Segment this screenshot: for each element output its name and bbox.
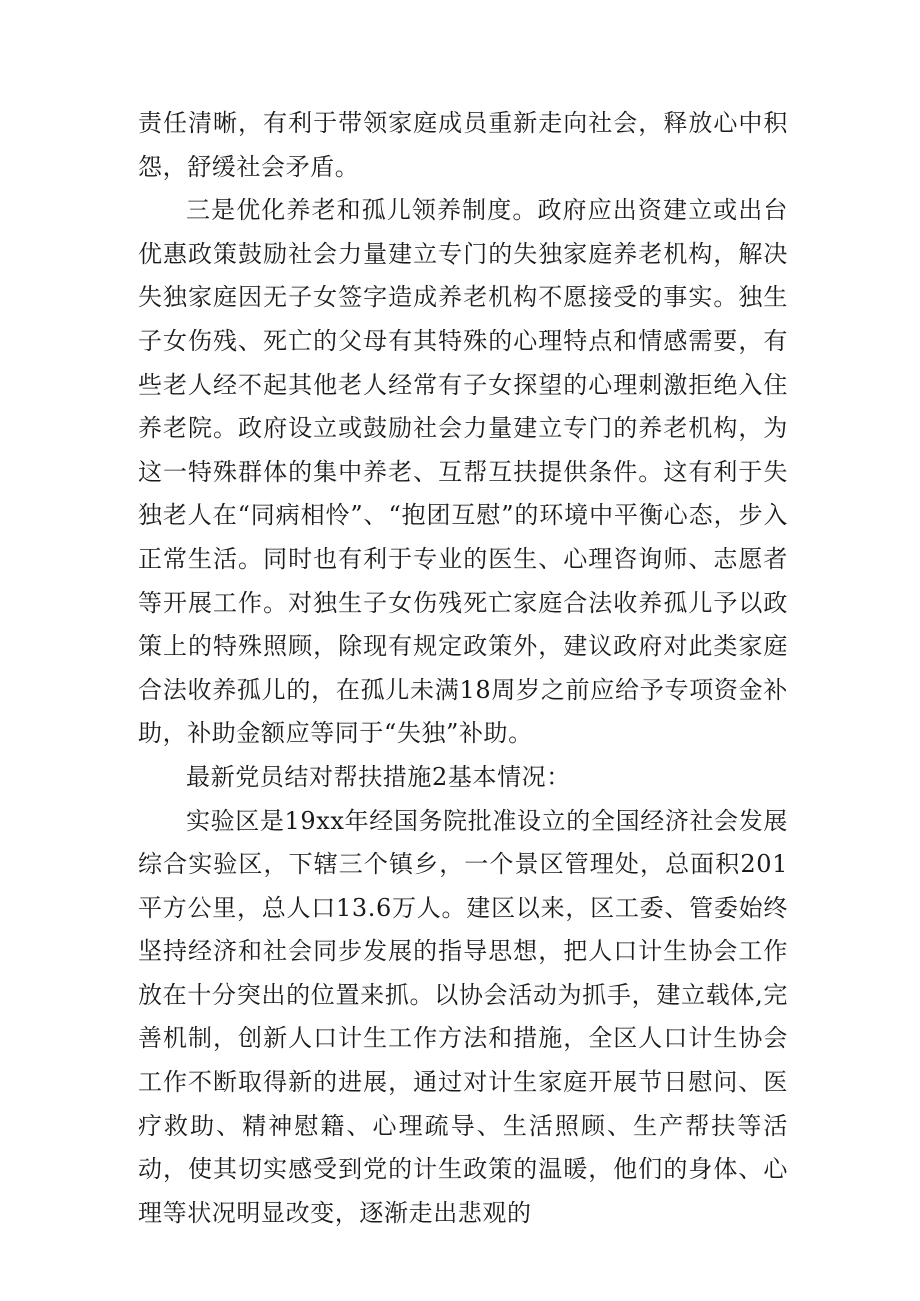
paragraph-basic-situation: 实验区是19xx年经国务院批准设立的全国经济社会发展综合实验区，下辖三个镇乡，一个景区管理处，总面积201平方公里，总人口13.6万人。建区以来，区工委、管委始终坚持经济和社会同步发展的指导思想，把人口计生协会工作放在十分突出的位置来抓。以协会活动为抓手，建立载体,完善机制，创新人口计生工作方法和措施，全区人口计生协会工作不断取得新的进展，通过对计生家庭开展节日慰问、医疗救助、精神慰籍、心理疏导、生活照顾、生产帮扶等活动，使其切实感受到党的计生政策的温暖，他们的身体、心理等状况明显改变，逐渐走出悲观的 (138, 806, 788, 1227)
document-body (138, 102, 788, 1235)
section-heading: 最新党员结对帮扶措施2基本情况： (186, 762, 571, 791)
paragraph-continuation: 责任清晰，有利于带领家庭成员重新走向社会，释放心中积怨，舒缓社会矛盾。 (138, 109, 788, 181)
paragraph-elderly-care-policy: 三是优化养老和孤儿领养制度。政府应出资建立或出台优惠政策鼓励社会力量建立专门的失独家庭养老机构，解决失独家庭因无子女签字造成养老机构不愿接受的事实。独生子女伤残、死亡的父母有其特殊的心理特点和情感需要，有些老人经不起其他老人经常有子女探望的心理刺激拒绝入住养老院。政府设立或鼓励社会力量建立专门的养老机构，为这一特殊群体的集中养老、互帮互扶提供条件。这有利于失独老人在“同病相怜”、“抱团互慰”的环境中平衡心态，步入正常生活。同时也有利于专业的医生、心理咨询师、志愿者等开展工作。对独生子女伤残死亡家庭合法收养孤儿予以政策上的特殊照顾，除现有规定政策外，建议政府对此类家庭合法收养孤儿的，在孤儿未满18周岁之前应给予专项资金补助，补助金额应等同于“失独”补助。 (138, 196, 788, 748)
